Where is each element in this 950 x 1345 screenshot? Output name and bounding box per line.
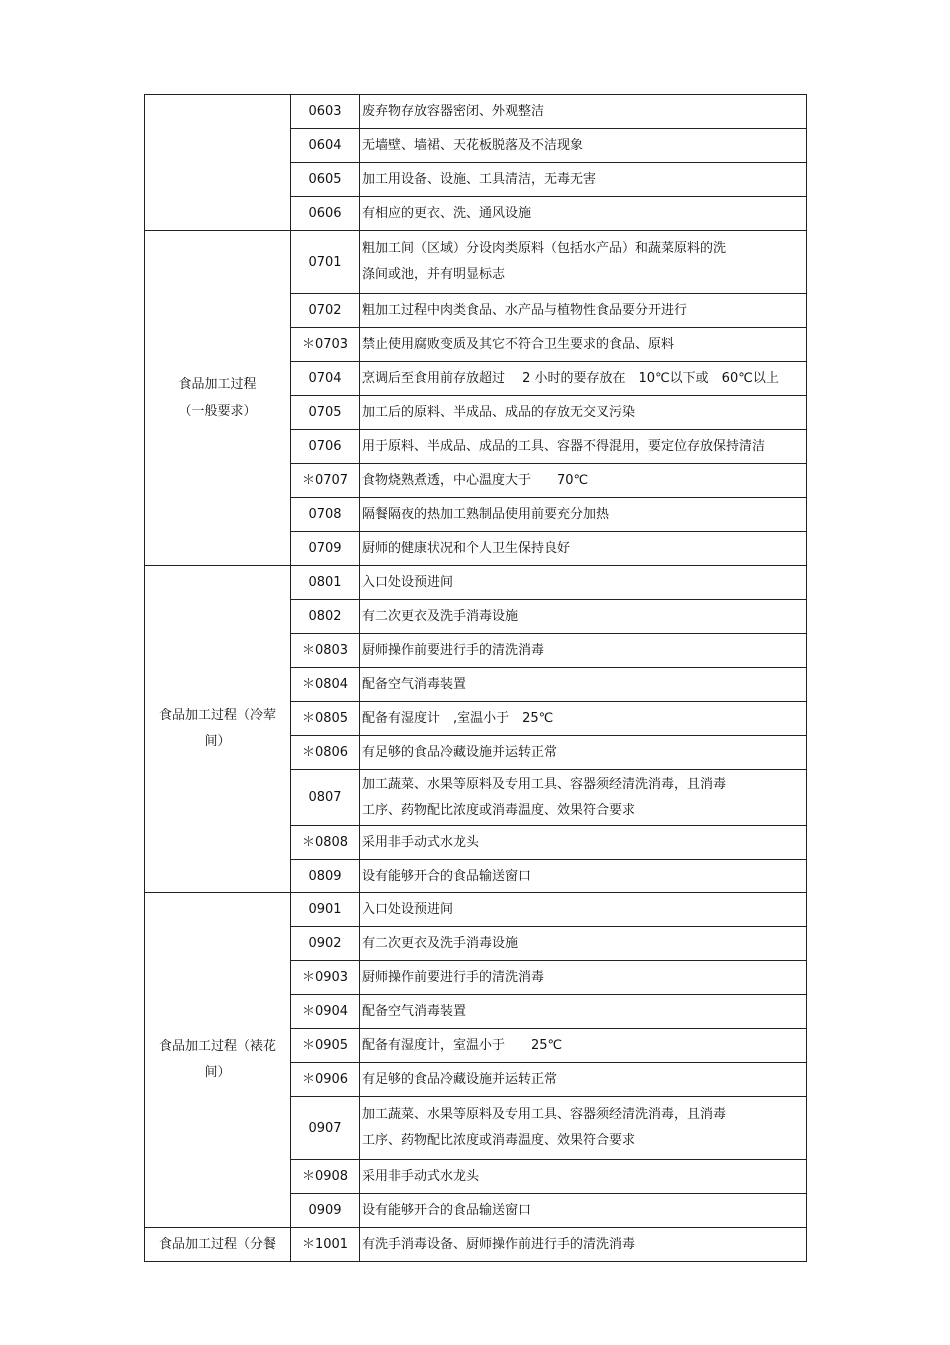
inspection-table <box>144 94 807 1262</box>
item-description: 加工用设备、设施、工具清洁，无毒无害 <box>360 163 807 197</box>
item-code: 0606 <box>291 197 360 231</box>
item-description: 有二次更衣及洗手消毒设施 <box>360 927 807 961</box>
item-description: 加工后的原料、半成品、成品的存放无交叉污染 <box>360 396 807 430</box>
table-row <box>145 566 807 600</box>
item-description: 设有能够开合的食品输送窗口 <box>360 860 807 893</box>
item-description: 采用非手动式水龙头 <box>360 1160 807 1194</box>
item-code: 0902 <box>291 927 360 961</box>
category-cell: 食品加工过程（冷荤 间） <box>145 566 291 893</box>
table-row <box>145 95 807 129</box>
item-code: ＊0908 <box>291 1160 360 1194</box>
item-code: ＊0905 <box>291 1029 360 1063</box>
item-description: 烹调后至食用前存放超过 2 小时的要存放在 10℃以下或 60℃以上 <box>360 362 807 396</box>
item-description: 有二次更衣及洗手消毒设施 <box>360 600 807 634</box>
table-row <box>145 1228 807 1262</box>
item-code: 0801 <box>291 566 360 600</box>
item-code: ＊1001 <box>291 1228 360 1262</box>
item-code: ＊0805 <box>291 702 360 736</box>
item-code: 0708 <box>291 498 360 532</box>
item-code: ＊0808 <box>291 826 360 860</box>
item-code: 0706 <box>291 430 360 464</box>
item-description: 用于原料、半成品、成品的工具、容器不得混用，要定位存放保持清洁 <box>360 430 807 464</box>
item-code: 0907 <box>291 1097 360 1160</box>
category-cell: 食品加工过程（裱花 间） <box>145 893 291 1228</box>
item-description: 有洗手消毒设备、厨师操作前进行手的清洗消毒 <box>360 1228 807 1262</box>
item-description: 加工蔬菜、水果等原料及专用工具、容器须经清洗消毒，且消毒 工序、药物配比浓度或消毒温度、效果符合要求 <box>360 1097 807 1160</box>
category-cell <box>145 95 291 231</box>
item-description: 食物烧熟煮透，中心温度大于 70℃ <box>360 464 807 498</box>
item-code: 0704 <box>291 362 360 396</box>
item-description: 配备有湿度计，室温小于 25℃ <box>360 1029 807 1063</box>
item-code: 0901 <box>291 893 360 927</box>
item-description: 配备有湿度计 ,室温小于 25℃ <box>360 702 807 736</box>
item-description: 废弃物存放容器密闭、外观整洁 <box>360 95 807 129</box>
item-description: 设有能够开合的食品输送窗口 <box>360 1194 807 1228</box>
item-description: 粗加工间（区域）分设肉类原料（包括水产品）和蔬菜原料的洗 涤间或池，并有明显标志 <box>360 231 807 294</box>
item-description: 配备空气消毒装置 <box>360 995 807 1029</box>
item-code: 0809 <box>291 860 360 893</box>
item-description: 厨师的健康状况和个人卫生保持良好 <box>360 532 807 566</box>
item-description: 禁止使用腐败变质及其它不符合卫生要求的食品、原料 <box>360 328 807 362</box>
item-code: ＊0803 <box>291 634 360 668</box>
item-description: 隔餐隔夜的热加工熟制品使用前要充分加热 <box>360 498 807 532</box>
item-code: 0909 <box>291 1194 360 1228</box>
item-code: ＊0804 <box>291 668 360 702</box>
category-cell: 食品加工过程（分餐 <box>145 1228 291 1262</box>
item-description: 采用非手动式水龙头 <box>360 826 807 860</box>
item-code: ＊0903 <box>291 961 360 995</box>
table-row <box>145 893 807 927</box>
item-code: ＊0707 <box>291 464 360 498</box>
item-code: ＊0904 <box>291 995 360 1029</box>
item-description: 厨师操作前要进行手的清洗消毒 <box>360 961 807 995</box>
item-description: 配备空气消毒装置 <box>360 668 807 702</box>
item-code: 0603 <box>291 95 360 129</box>
table-row <box>145 231 807 294</box>
item-description: 有足够的食品冷藏设施并运转正常 <box>360 1063 807 1097</box>
item-description: 粗加工过程中肉类食品、水产品与植物性食品要分开进行 <box>360 294 807 328</box>
item-code: 0702 <box>291 294 360 328</box>
item-code: 0802 <box>291 600 360 634</box>
item-description: 加工蔬菜、水果等原料及专用工具、容器须经清洗消毒，且消毒 工序、药物配比浓度或消毒温度、效果符合要求 <box>360 770 807 826</box>
item-code: ＊0906 <box>291 1063 360 1097</box>
item-description: 有足够的食品冷藏设施并运转正常 <box>360 736 807 770</box>
item-code: 0705 <box>291 396 360 430</box>
category-cell: 食品加工过程 （一般要求） <box>145 231 291 566</box>
item-code: ＊0806 <box>291 736 360 770</box>
item-code: 0605 <box>291 163 360 197</box>
item-code: ＊0703 <box>291 328 360 362</box>
item-description: 厨师操作前要进行手的清洗消毒 <box>360 634 807 668</box>
item-code: 0604 <box>291 129 360 163</box>
item-description: 入口处设预进间 <box>360 893 807 927</box>
item-code: 0709 <box>291 532 360 566</box>
item-code: 0807 <box>291 770 360 826</box>
item-description: 无墙壁、墙裙、天花板脱落及不洁现象 <box>360 129 807 163</box>
item-description: 入口处设预进间 <box>360 566 807 600</box>
item-code: 0701 <box>291 231 360 294</box>
item-description: 有相应的更衣、洗、通风设施 <box>360 197 807 231</box>
